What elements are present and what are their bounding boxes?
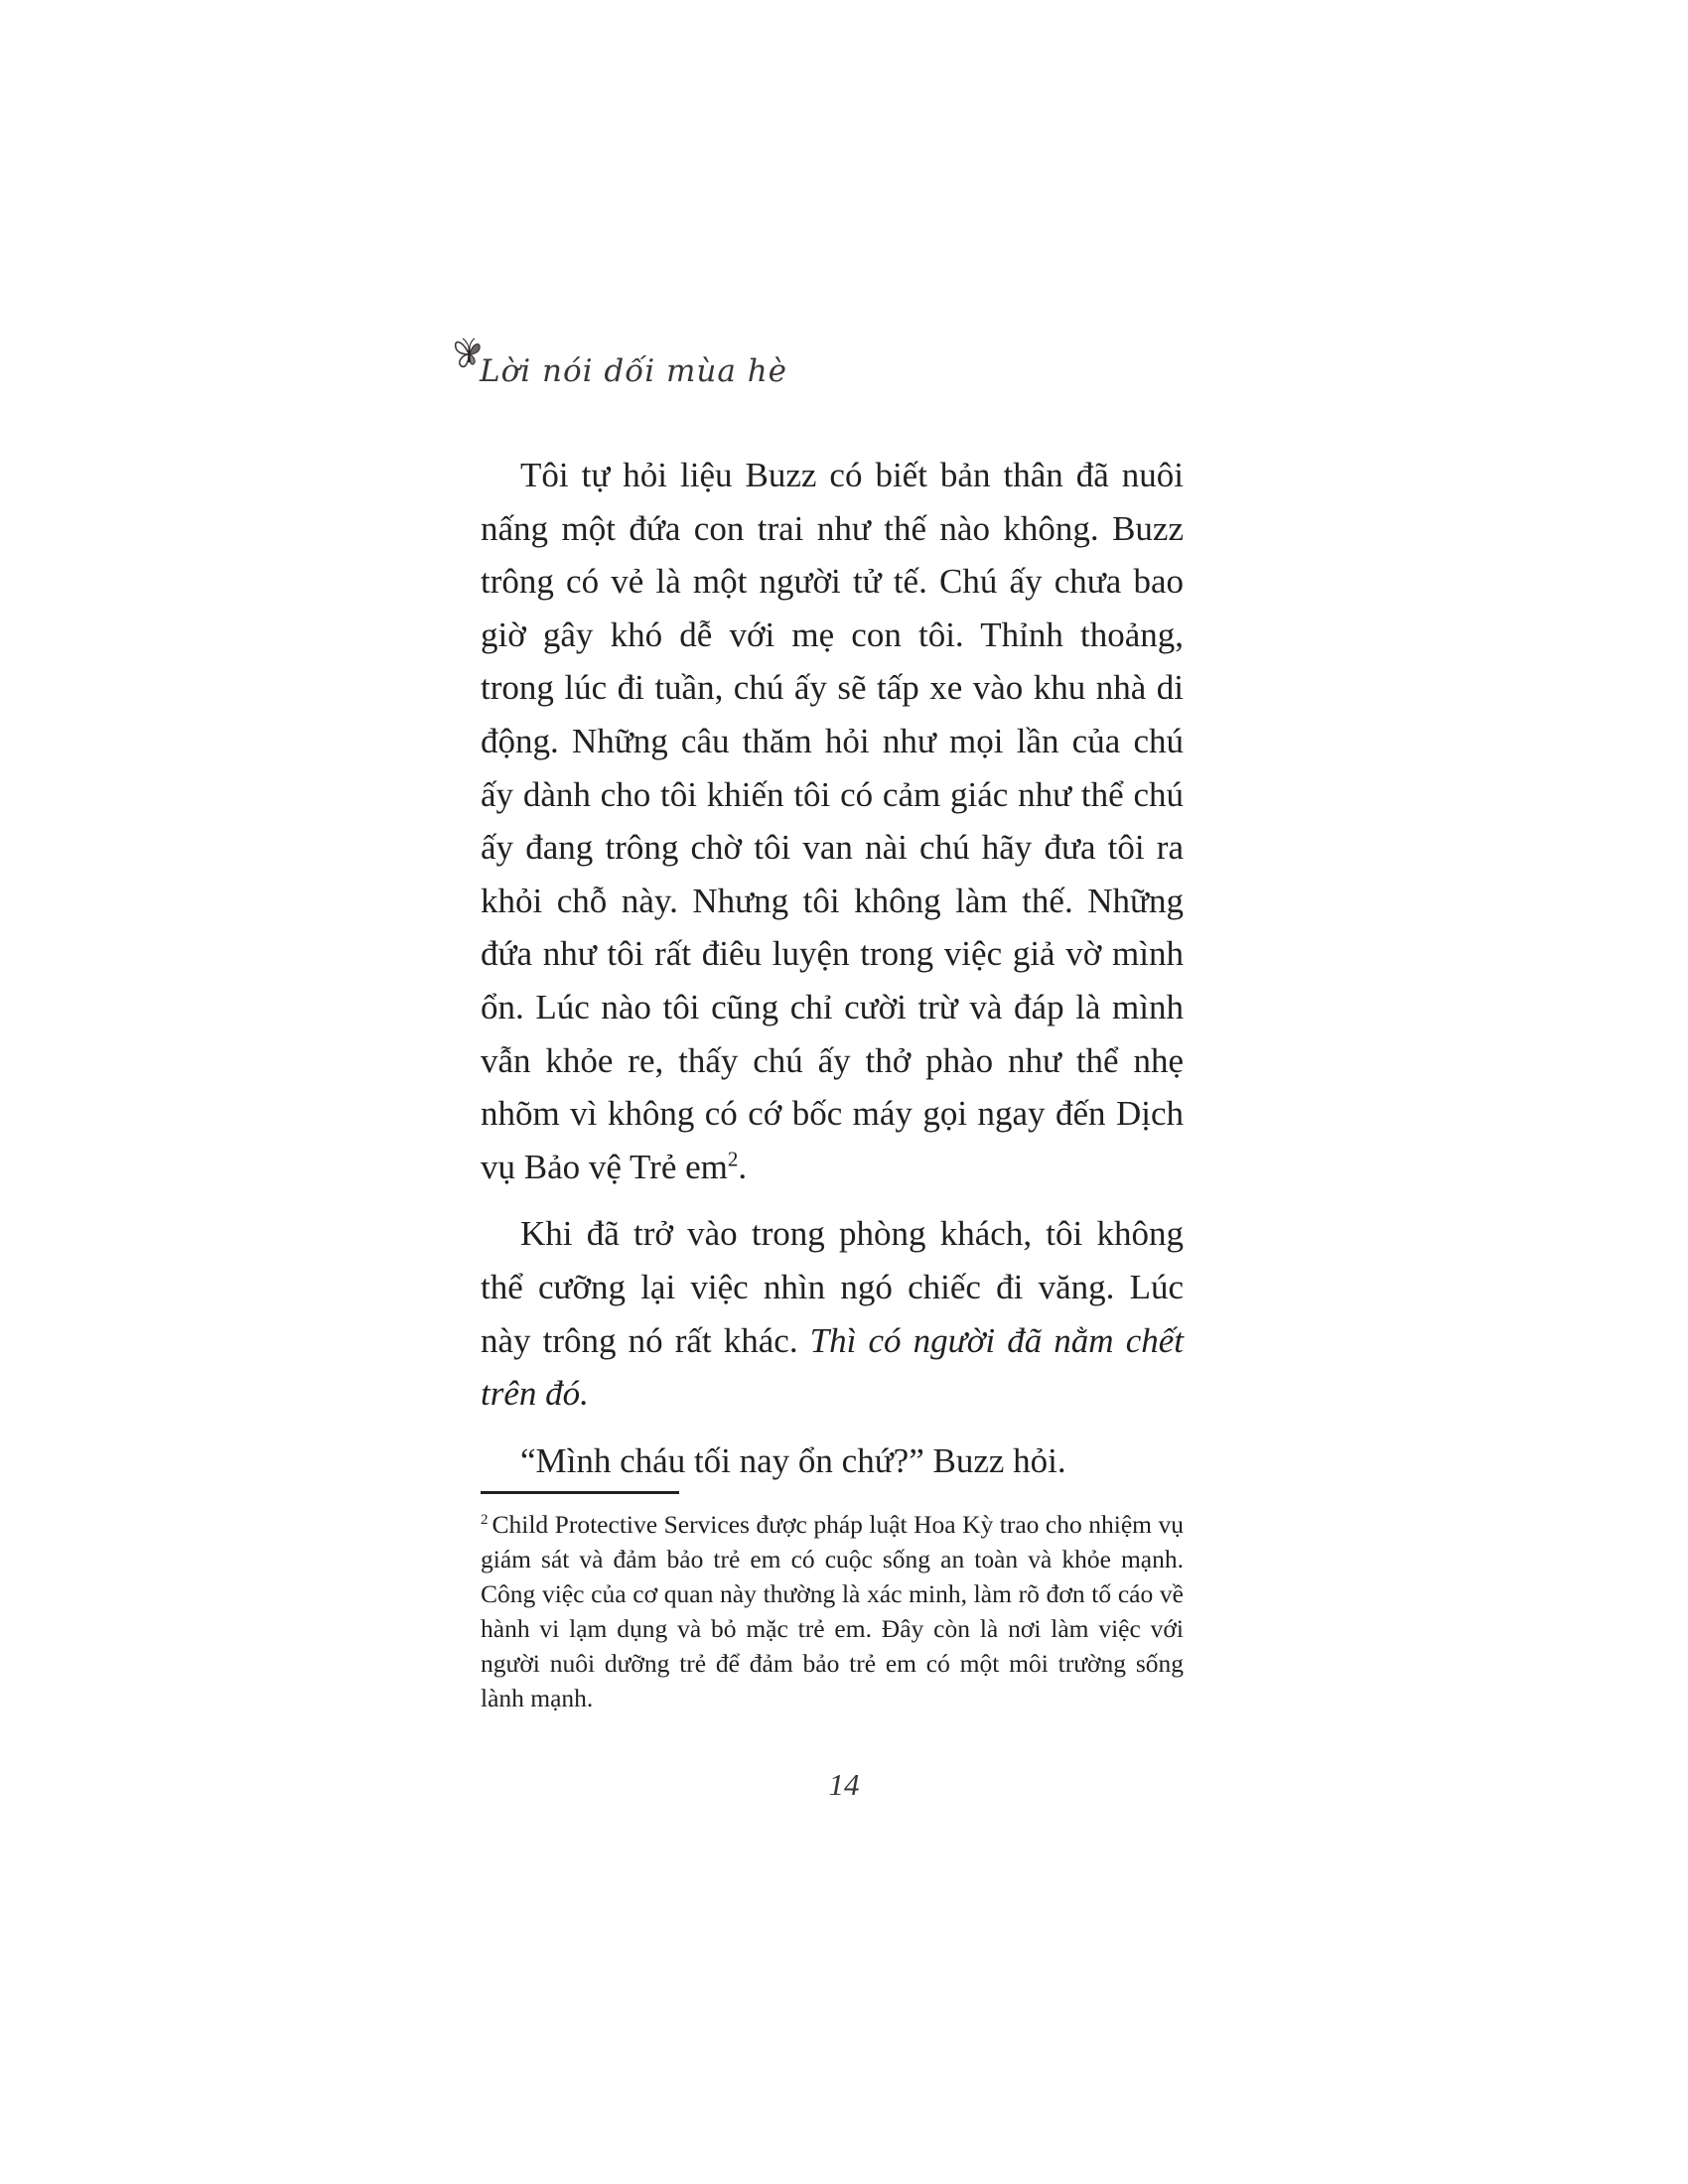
paragraph-2-text: Khi đã trở vào trong phòng khách, tôi không thể cưỡng lại việc nhìn ngó chiếc đi văng. Lúc này trông nó rất khác. <box>481 1214 1184 1360</box>
footnote-text: Child Protective Services được pháp luật Hoa Kỳ trao cho nhiệm vụ giám sát và đảm bảo trẻ em có cuộc sống an toàn và khỏe mạnh. Công việc của cơ quan này thường là xác minh, làm rõ đơn tố cáo về hành vi lạm dụng và bỏ mặc trẻ em. Đây còn là nơi làm việc với người nuôi dưỡng trẻ để đảm bảo trẻ em có một môi trường sống lành mạnh. <box>481 1510 1184 1712</box>
paragraph-1-text: Tôi tự hỏi liệu Buzz có biết bản thân đã nuôi nấng một đứa con trai như thế nào không. Buzz trông có vẻ là một người tử tế. Chú ấy chưa bao giờ gây khó dễ với mẹ con tôi. Thỉnh thoảng, trong lúc đi tuần, chú ấy sẽ tấp xe vào khu nhà di động. Những câu thăm hỏi như mọi lần của chú ấy dành cho tôi khiến tôi có cảm giác như thể chú ấy đang trông chờ tôi van nài chú hãy đưa tôi ra khỏi chỗ này. Nhưng tôi không làm thế. Những đứa như tôi rất điêu luyện trong việc giả vờ mình ổn. Lúc nào tôi cũng chỉ cười trừ và đáp là mình vẫn khỏe re, thấy chú ấy thở phào như thể nhẹ nhõm vì không có cớ bốc máy gọi ngay đến Dịch vụ Bảo vệ Trẻ em <box>481 456 1184 1186</box>
footnote-divider <box>481 1491 679 1494</box>
page-number: 14 <box>828 1767 860 1802</box>
footnote <box>481 1507 1184 1715</box>
paragraph-2-italic: Thì có người đã nằm chết trên đó. <box>481 1320 1184 1414</box>
body-text <box>481 449 1184 1501</box>
paragraph-1 <box>481 449 1184 1193</box>
paragraph-3: “Mình cháu tối nay ổn chứ?” Buzz hỏi. <box>520 1440 1066 1480</box>
paragraph-1-end: . <box>738 1147 748 1186</box>
footnote-paragraph <box>481 1507 1184 1715</box>
footnote-reference[interactable]: 2 <box>727 1147 739 1171</box>
footnote-marker: 2 <box>481 1511 489 1528</box>
paragraph-2 <box>481 1207 1184 1420</box>
running-head-title: Lời nói dối mùa hè <box>480 353 788 389</box>
running-head <box>452 334 849 403</box>
